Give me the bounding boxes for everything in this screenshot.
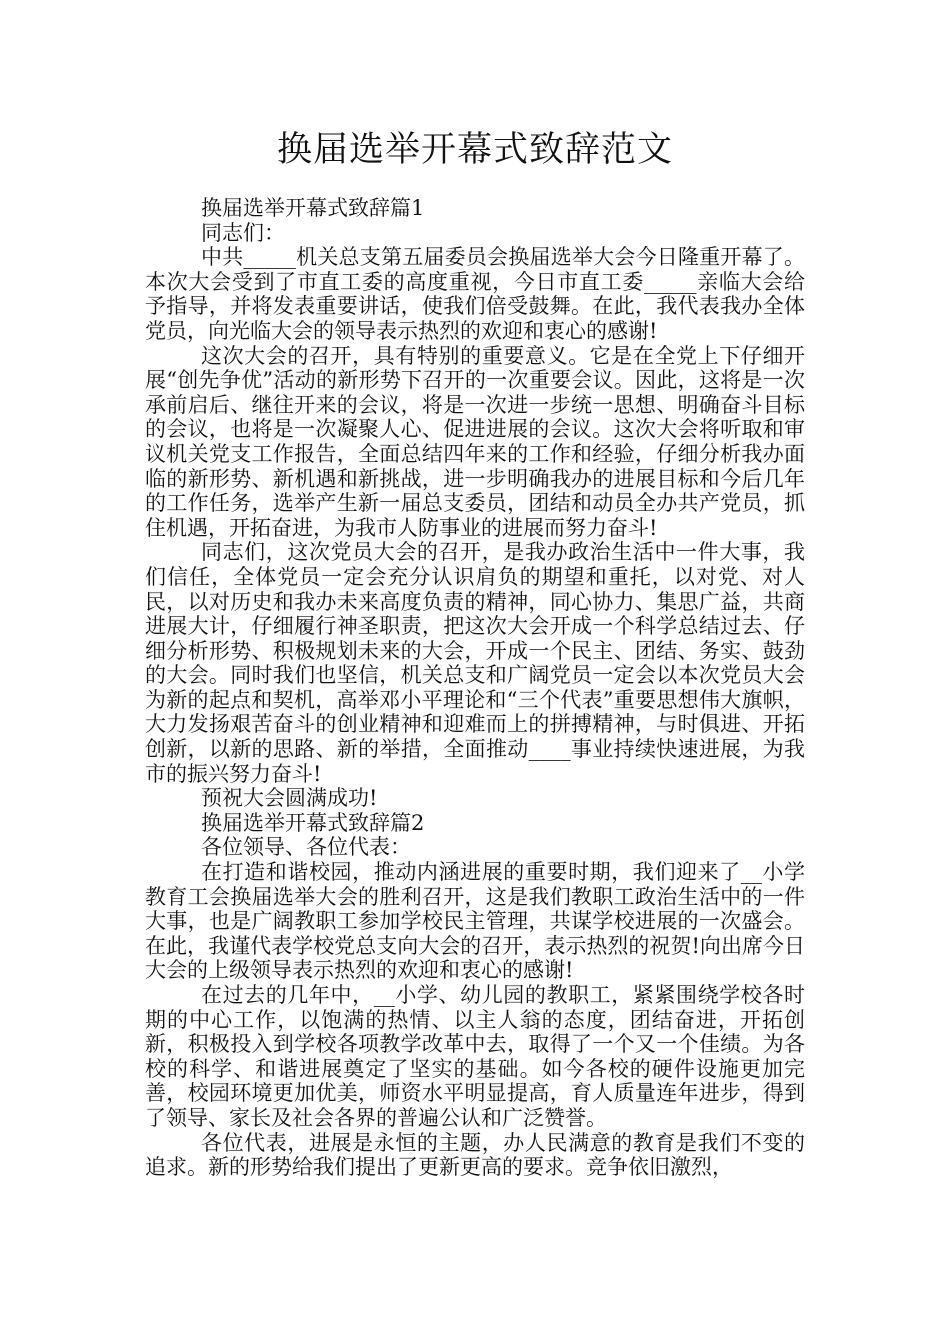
paragraph: 中共_____机关总支第五届委员会换届选举大会今日隆重开幕了。本次大会受到了市直工委的高度重视，今日市直工委_____亲临大会给予指导，并将发表重要讲话，使我们倍受鼓舞。在此，我代表我办全体党员，向光临大会的领导表示热烈的欢迎和衷心的感谢! [145,245,805,343]
document-title: 换届选举开幕式致辞范文 [276,130,673,170]
document-page [145,122,805,1180]
document-body [145,196,805,1180]
section-heading: 换届选举开幕式致辞篇2 [201,810,425,835]
salutation: 同志们： [201,220,285,245]
paragraph: 各位代表，进展是永恒的主题，办人民满意的教育是我们不变的追求。新的形势给我们提出了更新更高的要求。竞争依旧激烈， [145,1130,805,1180]
paragraph: 在过去的几年中，__小学、幼儿园的教职工，紧紧围绕学校各时期的中心工作，以饱满的热情、以主人翁的态度，团结奋进，开拓创新，积极投入到学校各项教学改革中去，取得了一个又一个佳绩。为各校的科学、和谐进展奠定了坚实的基础。如今各校的硬件设施更加完善，校园环境更加优美，师资水平明显提高，育人质量连年进步，得到了领导、家长及社会各界的普遍公认和广泛赞誉。 [145,983,805,1130]
section-heading: 换届选举开幕式致辞篇1 [201,196,425,220]
paragraph: 这次大会的召开，具有特别的重要意义。它是在全党上下仔细开展“创先争优”活动的新形势下召开的一次重要会议。因此，这将是一次承前启后、继往开来的会议，将是一次进一步统一思想、明确奋斗目标的会议，也将是一次凝聚人心、促进进展的会议。这次大会将听取和审议机关党支工作报告，全面总结四年来的工作和经验，仔细分析我办面临的新形势、新机遇和新挑战，进一步明确我办的进展目标和今后几年的工作任务，选举产生新一届总支委员，团结和动员全办共产党员，抓住机遇，开拓奋进，为我市人防事业的进展而努力奋斗! [145,343,805,540]
paragraph: 预祝大会圆满成功! [201,786,378,811]
salutation: 各位领导、各位代表： [201,835,411,860]
paragraph: 同志们，这次党员大会的召开，是我办政治生活中一件大事，我们信任，全体党员一定会充分认识肩负的期望和重托，以对党、对人民，以对历史和我办未来高度负责的精神，同心协力、集思广益，共商进展大计，仔细履行神圣职责，把这次大会开成一个科学总结过去、仔细分析形势、积极规划未来的大会，开成一个民主、团结、务实、鼓劲的大会。同时我们也坚信，机关总支和广阔党员一定会以本次党员大会为新的起点和契机，高举邓小平理论和“三个代表”重要思想伟大旗帜，大力发扬艰苦奋斗的创业精神和迎难而上的拼搏精神，与时俱进、开拓创新，以新的思路、新的举措，全面推动____事业持续快速进展，为我市的振兴努力奋斗! [145,540,805,786]
paragraph: 在打造和谐校园，推动内涵进展的重要时期，我们迎来了__小学教育工会换届选举大会的胜利召开，这是我们教职工政治生活中的一件大事，也是广阔教职工参加学校民主管理，共谋学校进展的一次盛会。在此，我谨代表学校党总支向大会的召开，表示热烈的祝贺!向出席今日大会的上级领导表示热烈的欢迎和衷心的感谢! [145,860,805,983]
